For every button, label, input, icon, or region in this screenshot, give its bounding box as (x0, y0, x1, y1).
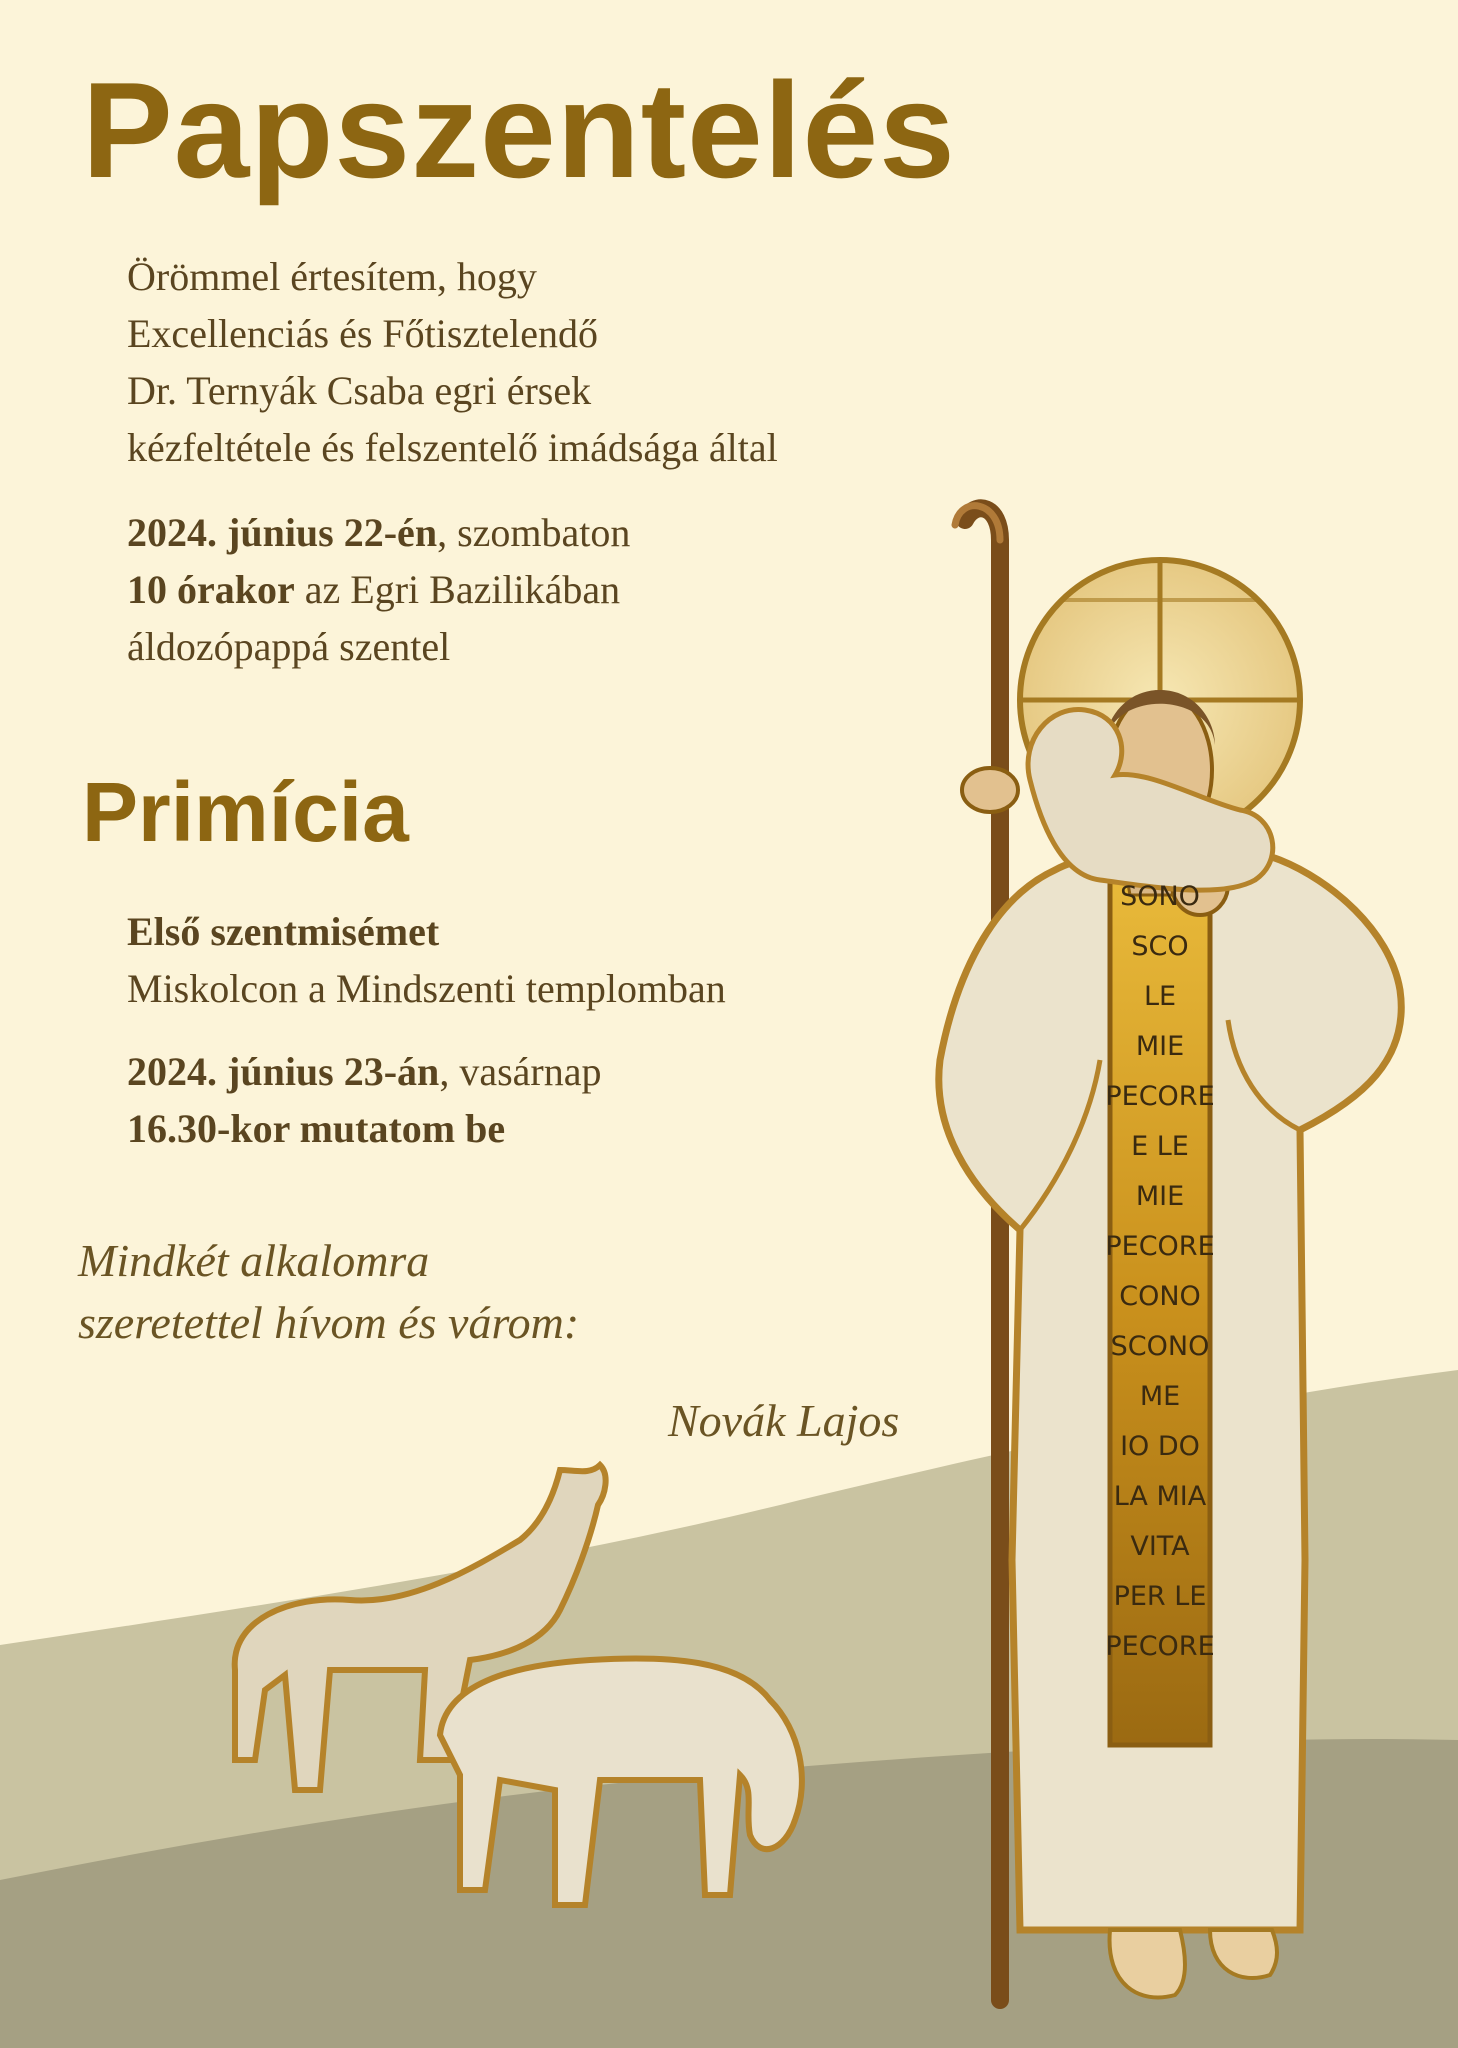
stole-inscription-line: CONO (1119, 1281, 1201, 1312)
first-mass-date (127, 1043, 601, 1157)
stole-inscription-line: ME (1139, 1381, 1181, 1412)
invitation-line: Mindkét alkalomra (78, 1235, 430, 1286)
stole-inscription-line: SCONO (1110, 1331, 1210, 1362)
first-mass-time: 16.30-kor mutatom be (127, 1106, 506, 1151)
ordination-time-bold: 10 órakor (127, 567, 295, 612)
first-mass-date-bold: 2024. június 23-án (127, 1049, 440, 1094)
stole-inscription-line: MIE (1135, 1181, 1185, 1212)
stole-inscription-line: PECORE (1105, 1081, 1215, 1112)
stole-inscription-line: PECORE (1105, 1631, 1215, 1662)
ordination-date-bold: 2024. június 22-én (127, 510, 438, 555)
first-mass-heading: Első szentmisémet (127, 909, 440, 954)
stole-inscription-line: VITA (1130, 1531, 1190, 1562)
ordination-time (127, 561, 630, 618)
ordination-details (127, 504, 630, 675)
ordination-action: áldozópappá szentel (127, 624, 451, 669)
ordination-date (127, 504, 630, 561)
first-mass-details (127, 903, 726, 1017)
stole-inscription-line: LA MIA (1113, 1481, 1207, 1512)
page-title: Papszentelés (82, 54, 956, 206)
ordination-date-rest: , szombaton (437, 510, 631, 555)
invitation (78, 1230, 579, 1354)
ordination-time-rest: az Egri Bazilikában (294, 567, 621, 612)
section-title-primicia: Primícia (82, 765, 409, 859)
intro-line: Dr. Ternyák Csaba egri érsek (127, 368, 592, 413)
first-mass-date-line (127, 1043, 601, 1100)
stole-inscription-line: SCO (1131, 931, 1189, 962)
signature: Novák Lajos (668, 1395, 900, 1446)
intro-line: kézfeltétele és felszentelő imádsága által (127, 425, 778, 470)
stole-inscription-line: E LE (1131, 1131, 1189, 1162)
intro-line: Örömmel értesítem, hogy (127, 254, 537, 299)
intro-line: Excellenciás és Főtisztelendő (127, 311, 598, 356)
stole-inscription-line: PECORE (1105, 1231, 1215, 1262)
stole-inscription-line: PER LE (1113, 1581, 1207, 1612)
intro-paragraph (127, 248, 778, 476)
stole-inscription-line: SONO (1120, 881, 1200, 912)
stole-inscription-line: LE (1143, 981, 1177, 1012)
first-mass-place: Miskolcon a Mindszenti templomban (127, 966, 726, 1011)
invitation-line: szeretettel hívom és várom: (78, 1297, 580, 1348)
first-mass-date-rest: , vasárnap (439, 1049, 602, 1094)
stole-inscription-line: IO DO (1120, 1431, 1200, 1462)
stole-inscription-line: MIE (1135, 1031, 1185, 1062)
